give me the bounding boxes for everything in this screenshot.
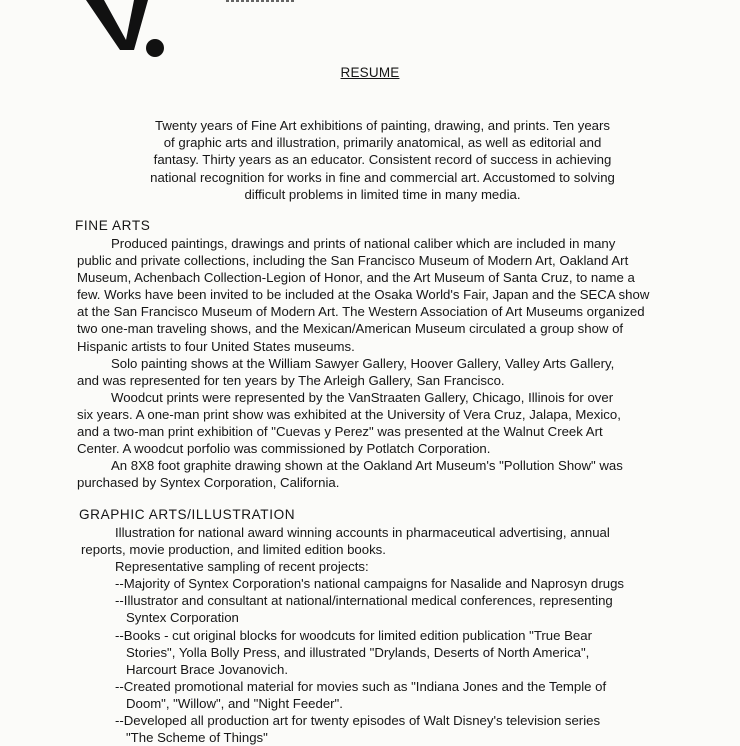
graphic-arts-line: Syntex Corporation (126, 610, 239, 626)
graphic-arts-line: Stories", Yolla Bolly Press, and illustrated "Drylands, Deserts of North America", (126, 644, 590, 660)
graphic-arts-line: Representative sampling of recent projects: (115, 559, 369, 575)
graphic-arts-line: "The Scheme of Things" (126, 730, 268, 746)
header-mark (226, 0, 296, 6)
fine-arts-line: few. Works have been invited to be included at the Osaka World's Fair, Japan and the SECA show (77, 287, 650, 303)
monogram-logo (60, 0, 180, 64)
fine-arts-section (77, 235, 717, 491)
summary-line: national recognition for works in fine and commercial art. Accustomed to solving (150, 169, 615, 185)
graphic-arts-section (81, 524, 721, 746)
graphic-arts-line: Illustration for national award winning accounts in pharmaceutical advertising, annual (115, 525, 610, 540)
graphic-arts-line: Doom", "Willow", and "Night Feeder". (126, 695, 343, 711)
resume-title: RESUME (340, 65, 400, 80)
fine-arts-line: six years. A one-man print show was exhibited at the University of Vera Cruz, Jalapa, Mexico, (77, 406, 621, 422)
graphic-arts-heading: GRAPHIC ARTS/ILLUSTRATION (79, 507, 296, 522)
fine-arts-line: Center. A woodcut porfolio was commissioned by Potlatch Corporation. (77, 441, 491, 457)
graphic-arts-line: --Majority of Syntex Corporation's national campaigns for Nasalide and Naprosyn drugs (115, 576, 625, 592)
graphic-arts-line: reports, movie production, and limited edition books. (81, 542, 386, 558)
summary-line: Twenty years of Fine Art exhibitions of painting, drawing, and prints. Ten years (155, 118, 610, 133)
graphic-arts-line: --Books - cut original blocks for woodcuts for limited edition publication "True Bear (115, 627, 592, 643)
fine-arts-line: at the San Francisco Museum of Modern Art. The Western Association of Art Museums organized (77, 304, 645, 320)
graphic-arts-line: Harcourt Brace Jovanovich. (126, 661, 288, 677)
summary-line: of graphic arts and illustration, primarily anatomical, as well as editorial and (163, 135, 602, 151)
summary-line: difficult problems in limited time in many media. (244, 186, 521, 202)
fine-arts-heading: FINE ARTS (75, 218, 151, 233)
fine-arts-line: Woodcut prints were represented by the VanStraaten Gallery, Chicago, Illinois for over (111, 389, 614, 405)
graphic-arts-line: --Developed all production art for twenty episodes of Walt Disney's television series (115, 713, 601, 729)
fine-arts-line: Museum, Achenbach Collection-Legion of Honor, and the Art Museum of Santa Cruz, to name a (77, 270, 635, 286)
fine-arts-line: Hispanic artists to four United States museums. (77, 338, 355, 354)
fine-arts-line: and was represented for ten years by The Arleigh Gallery, San Francisco. (77, 372, 505, 388)
summary-paragraph (110, 117, 655, 203)
fine-arts-line: Solo painting shows at the William Sawyer Gallery, Hoover Gallery, Valley Arts Gallery, (111, 355, 615, 371)
fine-arts-line: and a two-man print exhibition of "Cuevas y Perez" was presented at the Walnut Creek Art (77, 424, 603, 440)
graphic-arts-line: --Illustrator and consultant at national/international medical conferences, representing (115, 593, 613, 609)
fine-arts-line: public and private collections, including the San Francisco Museum of Modern Art, Oakland Art (77, 253, 629, 269)
fine-arts-line: two one-man traveling shows, and the Mexican/American Museum circulated a group show of (77, 321, 624, 337)
summary-line: fantasy. Thirty years as an educator. Consistent record of success in achieving (153, 152, 612, 168)
graphic-arts-line: --Created promotional material for movies such as "Indiana Jones and the Temple of (115, 678, 607, 694)
fine-arts-line: Produced paintings, drawings and prints of national caliber which are included in many (111, 236, 616, 251)
fine-arts-line: An 8X8 foot graphite drawing shown at the Oakland Art Museum's "Pollution Show" was (111, 458, 623, 474)
fine-arts-line: purchased by Syntex Corporation, California. (77, 475, 340, 491)
